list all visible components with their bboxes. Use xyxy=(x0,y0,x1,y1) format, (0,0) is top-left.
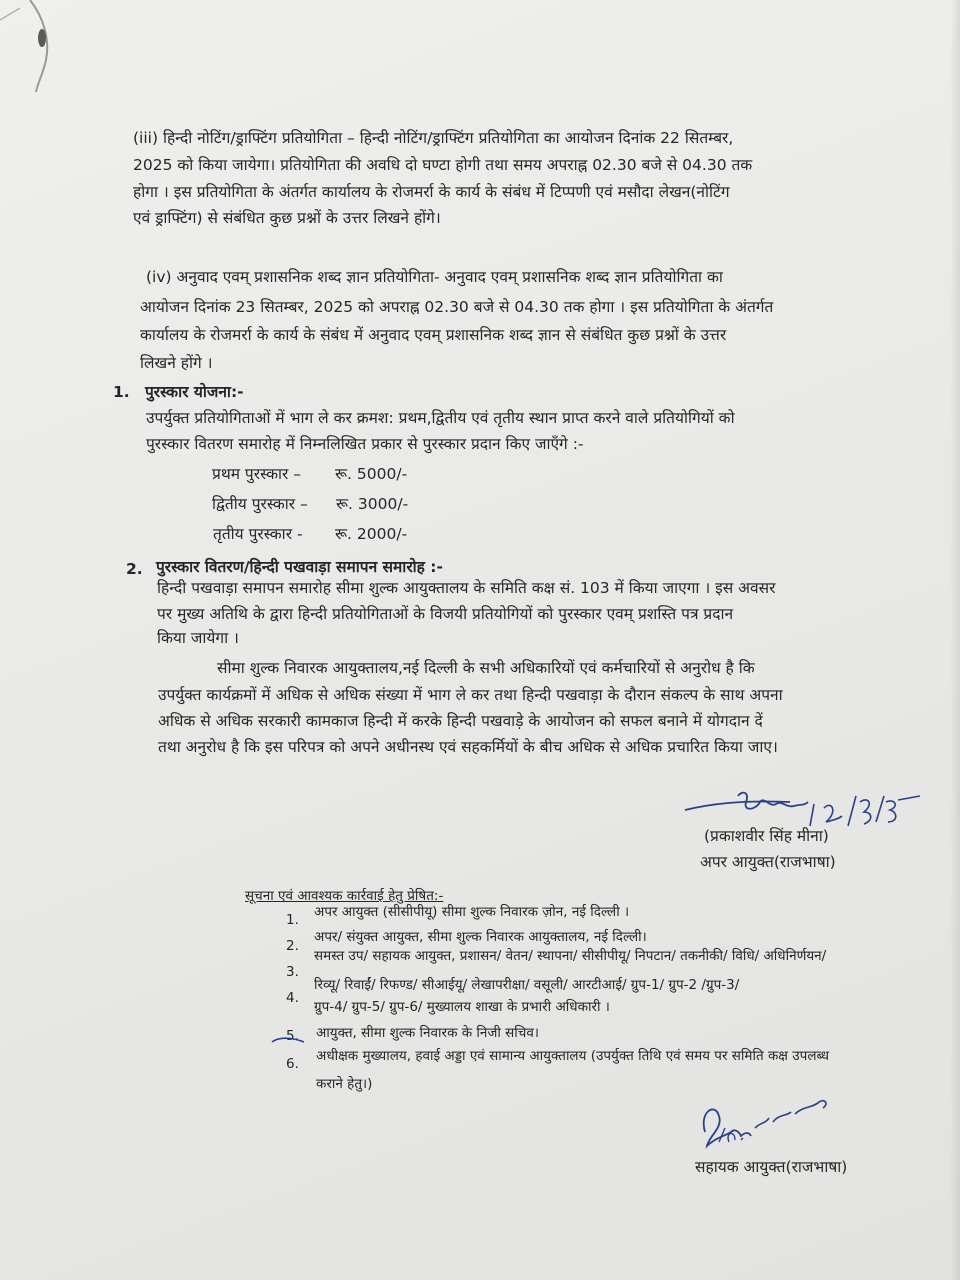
distribution-heading: सूचना एवं आवश्यक कार्रवाई हेतु प्रेषित:- xyxy=(245,888,444,904)
appeal-line-4: तथा अनुरोध है कि इस परिपत्र को अपने अधीनस्थ एवं सहकर्मियों के बीच अधिक से अधिक प्रचारित किया जाए। xyxy=(158,738,778,756)
distribution-item-number: 2. xyxy=(286,938,299,954)
distribution-item-6-text-line-1: अधीक्षक मुख्यालय, हवाई अड्डा एवं सामान्य आयुक्तालय (उपर्युक्त तिथि एवं समय पर समिति कक्ष उपलब्ध xyxy=(316,1048,830,1064)
handwritten-strike-mark xyxy=(270,1030,306,1050)
binder-clip-icon xyxy=(0,0,70,95)
section-iii-line-1: (iii) हिन्दी नोटिंग/ड्राफ्टिंग प्रतियोगिता – हिन्दी नोटिंग/ड्राफ्टिंग प्रतियोगिता का आयोजन दिनांक 22 सितम्बर, xyxy=(133,129,734,147)
distribution-item-number: 5. xyxy=(286,1028,299,1044)
prize-amount-second: रू. 3000/- xyxy=(336,495,409,513)
prize-label-first: प्रथम पुरस्कार – xyxy=(212,465,302,483)
section-iv-line-1: (iv) अनुवाद एवम् प्रशासनिक शब्द ज्ञान प्रतियोगिता- अनुवाद एवम् प्रशासनिक शब्द ज्ञान प्रतियोगिता का xyxy=(146,268,723,286)
distribution-item-number: 3. xyxy=(286,964,299,980)
distribution-item-4-text-line-1: रिव्यू/ रिवाईं/ रिफण्ड/ सीआईयू/ लेखापरीक्षा/ वसूली/ आरटीआई/ ग्रुप-1/ ग्रुप-2 /ग्रुप-3/ xyxy=(314,977,740,993)
ceremony-heading: पुरस्कार वितरण/हिन्दी पखवाड़ा समापन समारोह :- xyxy=(156,558,443,576)
section-iii-line-3: होगा । इस प्रतियोगिता के अंतर्गत कार्यालय के रोजमर्रा के कार्य के संबंध में टिप्पणी एवं मसौदा लेखन(नोटिंग xyxy=(133,183,730,201)
section-iii-line-4: एवं ड्राफ्टिंग) से संबंधित कुछ प्रश्नों के उत्तर लिखने होंगे। xyxy=(133,209,441,227)
distribution-item-5-text: आयुक्त, सीमा शुल्क निवारक के निजी सचिव। xyxy=(316,1025,539,1041)
appeal-line-1: सीमा शुल्क निवारक आयुक्तालय,नई दिल्ली के सभी अधिकारियों एवं कर्मचारियों से अनुरोध है कि xyxy=(217,659,755,677)
section-iv-line-3: कार्यालय के रोजमर्रा के कार्य के संबंध में अनुवाद एवम् प्रशासनिक शब्द ज्ञान से संबंधित कुछ प्रश्नों के उत्तर xyxy=(140,326,727,344)
award-scheme-heading: पुरस्कार योजना:- xyxy=(145,383,244,401)
section-iii-line-2: 2025 को किया जायेगा। प्रतियोगिता की अवधि दो घण्टा होगी तथा समय अपराह्न 02.30 बजे से 04.30 तक xyxy=(133,156,753,174)
distribution-item-number: 4. xyxy=(286,990,299,1006)
ceremony-line-2: पर मुख्य अतिथि के द्वारा हिन्दी प्रतियोगिताओं के विजयी प्रतियोगियों को पुरस्कार एवम् प्रशस्ति पत्र प्रदान xyxy=(157,605,734,623)
distribution-item-number: 1. xyxy=(286,912,299,928)
award-scheme-line-1: उपर्युक्त प्रतियोगिताओं में भाग ले कर क्रमश: प्रथम,द्वितीय एवं तृतीय स्थान प्राप्त करने वाले प्रतियोगियों को xyxy=(146,409,735,427)
ceremony-line-3: किया जायेगा । xyxy=(157,629,239,647)
prize-label-third: तृतीय पुरस्कार - xyxy=(213,525,303,543)
signatory-1-designation: अपर आयुक्त(राजभाषा) xyxy=(700,853,836,871)
signatory-1-name: (प्रकाशवीर सिंह मीना) xyxy=(704,827,829,845)
ceremony-line-1: हिन्दी पखवाड़ा समापन समारोह सीमा शुल्क आयुक्तालय के समिति कक्ष सं. 103 में किया जाएगा । इस अवसर xyxy=(157,579,776,597)
appeal-line-2: उपर्युक्त कार्यक्रमों में अधिक से अधिक संख्या में भाग ले कर तथा हिन्दी पखवाड़ा के दौरान संकल्प के साथ अपना xyxy=(158,686,783,704)
prize-amount-first: रू. 5000/- xyxy=(335,465,408,483)
signatory-2-designation: सहायक आयुक्त(राजभाषा) xyxy=(695,1158,848,1176)
section-iv-line-2: आयोजन दिनांक 23 सितम्बर, 2025 को अपराह्न 02.30 बजे से 04.30 तक होगा । इस प्रतियोगिता के अंतर्गत xyxy=(140,298,774,316)
distribution-item-1-text: अपर आयुक्त (सीसीपीयू) सीमा शुल्क निवारक ज़ोन, नई दिल्ली । xyxy=(314,904,630,920)
distribution-item-6-text-line-2: कराने हेतु।) xyxy=(316,1076,373,1092)
ceremony-number: 2. xyxy=(126,560,143,578)
page-edge-shadow xyxy=(950,0,960,1280)
award-scheme-line-2: पुरस्कार वितरण समारोह में निम्नलिखित प्रकार से पुरस्कार प्रदान किए जाएँगे :- xyxy=(146,435,584,453)
distribution-item-4-text-line-2: ग्रुप-4/ ग्रुप-5/ ग्रुप-6/ मुख्यालय शाखा के प्रभारी अधिकारी । xyxy=(314,999,610,1015)
appeal-line-3: अधिक से अधिक सरकारी कामकाज हिन्दी में करके हिन्दी पखवाड़े के आयोजन को सफल बनाने में योगदान दें xyxy=(158,712,763,730)
distribution-item-3-text: समस्त उप/ सहायक आयुक्त, प्रशासन/ वेतन/ स्थापना/ सीसीपीयू/ निपटान/ तकनीकी/ विधि/ अधिनिर्णयन/ xyxy=(314,948,827,964)
distribution-item-2-text: अपर/ संयुक्त आयुक्त, सीमा शुल्क निवारक आयुक्तालय, नई दिल्ली। xyxy=(314,929,647,945)
distribution-item-number: 6. xyxy=(286,1056,299,1072)
award-scheme-number: 1. xyxy=(113,383,130,401)
prize-amount-third: रू. 2000/- xyxy=(335,525,408,543)
handwritten-signature-2 xyxy=(695,1092,835,1156)
section-iv-line-4: लिखने होंगे । xyxy=(140,354,213,372)
prize-label-second: द्वितीय पुरस्कार – xyxy=(212,495,308,513)
